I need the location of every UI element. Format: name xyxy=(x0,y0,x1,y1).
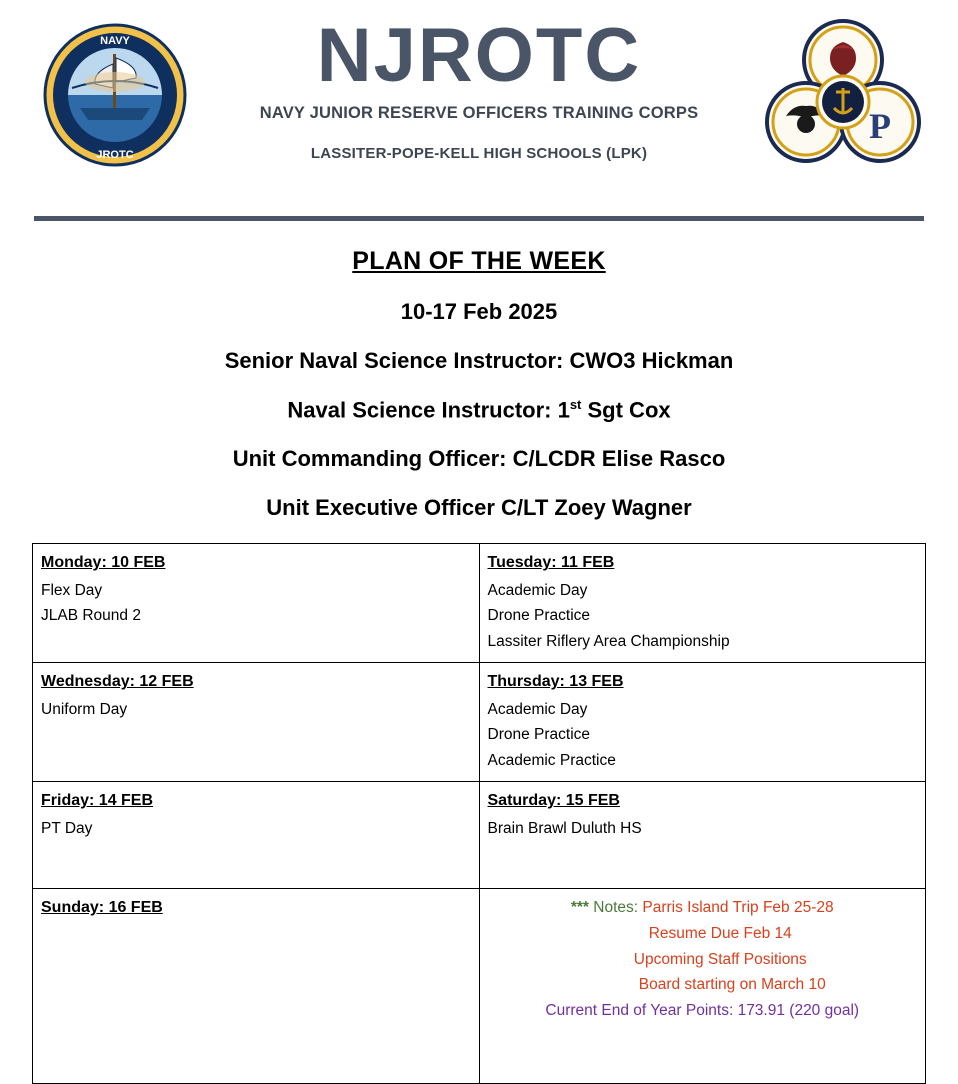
end-of-year-points: Current End of Year Points: 173.91 (220 goal) xyxy=(545,1001,860,1019)
njrotc-schools: LASSITER-POPE-KELL HIGH SCHOOLS (LPK) xyxy=(310,145,648,162)
note-item: Board starting on March 10 xyxy=(638,976,826,994)
navy-seal-bottom-text: JROTC xyxy=(96,149,134,161)
notes-stars: *** xyxy=(570,899,589,917)
event-item: PT Day xyxy=(41,819,93,837)
event-item: Uniform Day xyxy=(41,700,128,718)
day-heading: Wednesday: 12 FEB xyxy=(41,673,194,691)
nsi-ordinal: st xyxy=(569,397,582,412)
notes-label: Notes: xyxy=(588,899,639,917)
note-item: Parris Island Trip Feb 25-28 xyxy=(642,899,834,917)
event-item: JLAB Round 2 xyxy=(41,607,141,625)
njrotc-subtitle: NAVY JUNIOR RESERVE OFFICERS TRAINING CORPS xyxy=(259,104,699,122)
plan-of-week-table xyxy=(32,543,926,1084)
note-item: Upcoming Staff Positions xyxy=(633,950,807,968)
senior-naval-science-instructor: Senior Naval Science Instructor: CWO3 Hickman xyxy=(224,348,734,373)
table-row xyxy=(33,544,926,663)
document-header xyxy=(0,0,958,200)
note-item: Resume Due Feb 14 xyxy=(648,925,792,943)
page-title: PLAN OF THE WEEK xyxy=(352,247,606,275)
day-heading: Friday: 14 FEB xyxy=(41,792,154,810)
schedule-cell-saturday xyxy=(479,782,926,889)
event-item: Drone Practice xyxy=(487,607,591,625)
schedule-cell-sunday xyxy=(33,889,480,1084)
schedule-cell-thursday xyxy=(479,663,926,782)
event-item: Academic Day xyxy=(487,581,588,599)
schedule-cell-wednesday xyxy=(33,663,480,782)
notes-cell xyxy=(479,889,926,1084)
schedule-cell-friday xyxy=(33,782,480,889)
day-heading: Tuesday: 11 FEB xyxy=(487,554,615,572)
event-item: Brain Brawl Duluth HS xyxy=(487,819,642,837)
navy-jrotc-seal-icon xyxy=(42,22,188,168)
event-item: Drone Practice xyxy=(487,726,591,744)
unit-commanding-officer: Unit Commanding Officer: C/LCDR Elise Rasco xyxy=(232,446,726,472)
naval-science-instructor xyxy=(0,397,958,423)
event-item: Academic Day xyxy=(487,700,588,718)
table-row xyxy=(33,782,926,889)
navy-seal-top-text: NAVY xyxy=(100,35,130,47)
header-divider xyxy=(34,216,924,221)
schedule-cell-monday xyxy=(33,544,480,663)
unit-executive-officer: Unit Executive Officer C/LT Zoey Wagner xyxy=(266,495,692,521)
crest-letter-p: P xyxy=(869,106,891,146)
school-crests-icon xyxy=(764,18,922,170)
table-row xyxy=(33,889,926,1084)
table-row xyxy=(33,663,926,782)
njrotc-title: NJROTC xyxy=(316,13,642,98)
day-heading: Thursday: 13 FEB xyxy=(487,673,624,691)
event-item: Academic Practice xyxy=(487,751,616,769)
day-heading: Saturday: 15 FEB xyxy=(487,792,620,810)
day-heading: Monday: 10 FEB xyxy=(41,554,166,572)
event-item: Flex Day xyxy=(41,581,103,599)
title-block xyxy=(0,247,958,521)
day-heading: Sunday: 16 FEB xyxy=(41,899,163,917)
schedule-cell-tuesday xyxy=(479,544,926,663)
nsi-suffix: Sgt Cox xyxy=(581,397,671,423)
date-range: 10-17 Feb 2025 xyxy=(400,299,558,324)
event-item: Lassiter Riflery Area Championship xyxy=(487,632,730,650)
notes-first-line xyxy=(488,895,918,921)
nsi-prefix: Naval Science Instructor: 1 xyxy=(287,397,570,423)
